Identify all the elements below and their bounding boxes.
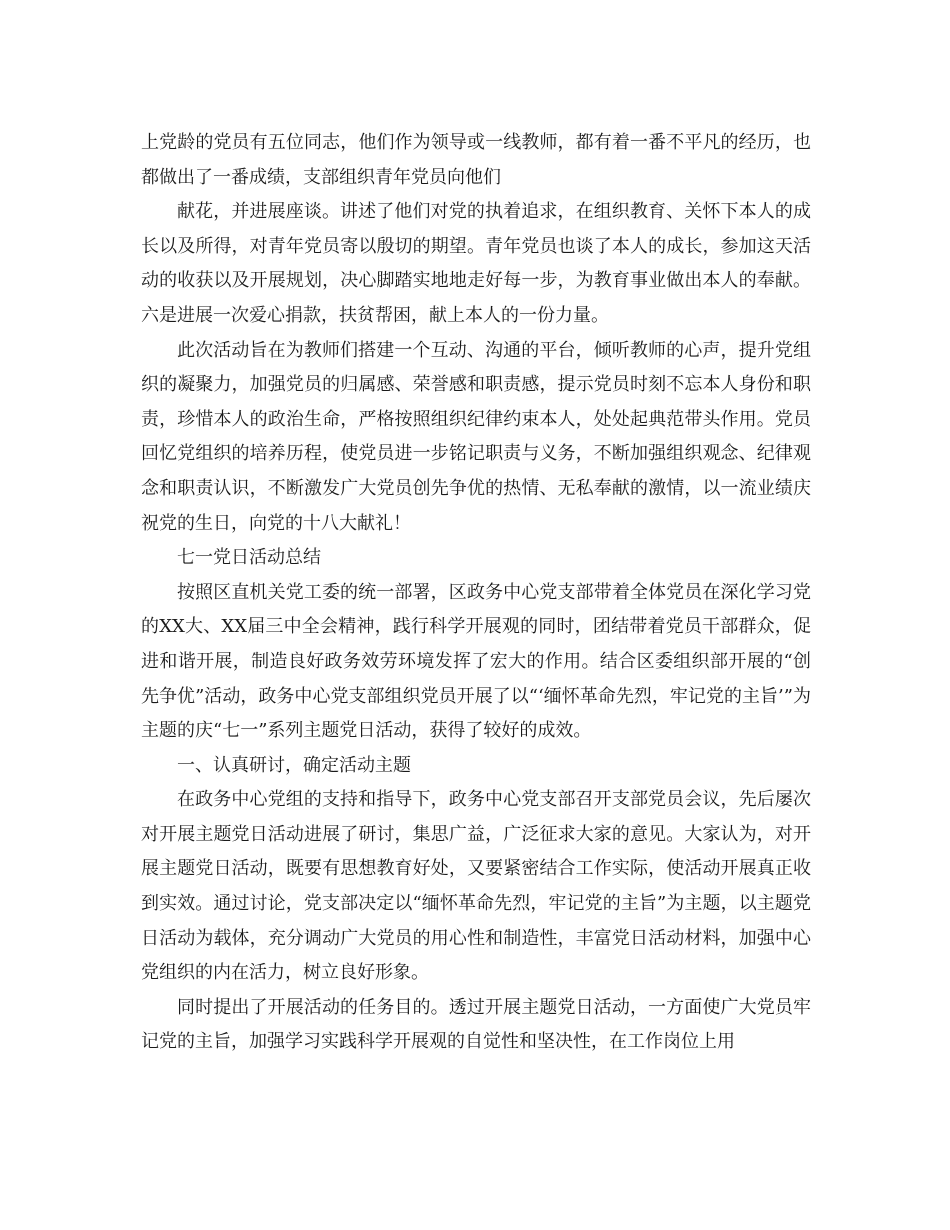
paragraph-1: 上党龄的党员有五位同志，他们作为领导或一线教师，都有着一番不平凡的经历，也都做出了一番成绩，支部组织青年党员向他们 <box>141 132 811 188</box>
section-heading-1: 一、认真研讨，确定活动主题 <box>177 754 411 776</box>
document-body <box>141 126 811 1060</box>
paragraph-7: 在政务中心党组的支持和指导下，政务中心党支部召开支部党员会议，先后屡次对开展主题党日活动进展了研讨，集思广益，广泛征求大家的意见。大家认为，对开展主题党日活动，既要有思想教育好处，又要紧密结合工作实际，使活动开展真正收到实效。通过讨论，党支部决定以“缅怀革命先烈，牢记党的主旨”为主题，以主题党日活动为载体，充分调动广大党员的用心性和制造性，丰富党日活动材料，加强中心党组织的内在活力，树立良好形象。 <box>141 789 811 984</box>
paragraph-5: 按照区直机关党工委的统一部署，区政务中心党支部带着全体党员在深化学习党的XX大、XX届三中全会精神，践行科学开展观的同时，团结带着党员干部群众，促进和谐开展，制造良好政务效劳环境发挥了宏大的作用。结合区委组织部开展的“创先争优”活动，政务中心党支部组织党员开展了以“‘缅怀革命先烈，牢记党的主旨’”为主题的庆“七一”系列主题党日活动，获得了较好的成效。 <box>141 581 811 742</box>
paragraph-2: 献花，并进展座谈。讲述了他们对党的执着追求，在组织教育、关怀下本人的成长以及所得，对青年党员寄以殷切的期望。青年党员也谈了本人的成长，参加这天活动的收获以及开展规划，决心脚踏实地地走好每一步，为教育事业做出本人的奉献。六是进展一次爱心捐款，扶贫帮困，献上本人的一份力量。 <box>141 201 811 326</box>
section-heading-summary: 七一党日活动总结 <box>177 547 321 569</box>
paragraph-8: 同时提出了开展活动的任务目的。透过开展主题党日活动，一方面使广大党员牢记党的主旨，加强学习实践科学开展观的自觉性和坚决性，在工作岗位上用 <box>141 996 811 1053</box>
paragraph-3: 此次活动旨在为教师们搭建一个互动、沟通的平台，倾听教师的心声，提升党组织的凝聚力，加强党员的归属感、荣誉感和职责感，提示党员时刻不忘本人身份和职责，珍惜本人的政治生命，严格按照组织纪律约束本人，处处起典范带头作用。党员回忆党组织的培养历程，使党员进一步铭记职责与义务，不断加强组织观念、纪律观念和职责认识，不断激发广大党员创先争优的热情、无私奉献的激情，以一流业绩庆祝党的生日，向党的十八大献礼！ <box>141 339 811 534</box>
